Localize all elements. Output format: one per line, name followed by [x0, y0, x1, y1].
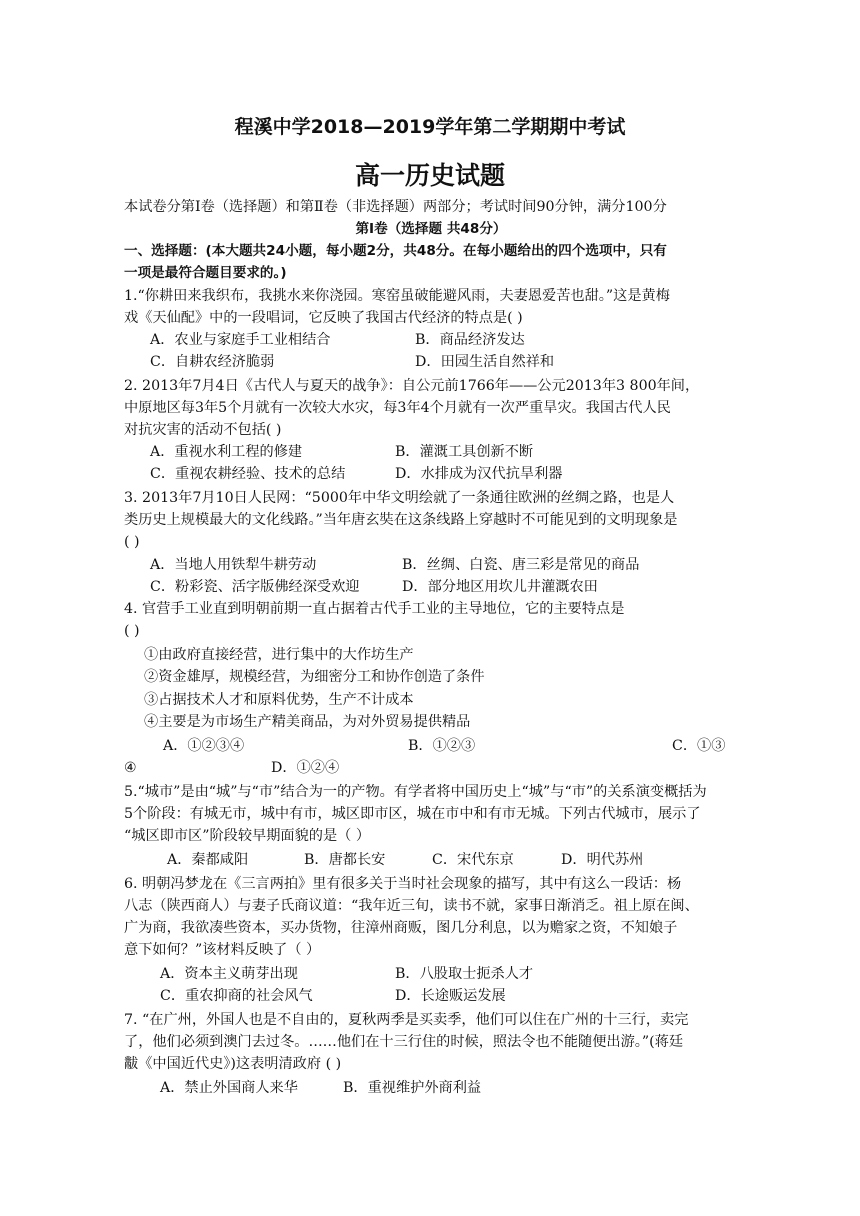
question-4-statement-2: ②资金雄厚，规模经营，为细密分工和协作创造了条件	[144, 669, 485, 685]
question-4-text: ( )	[124, 623, 140, 639]
question-3-option-d: D．部分地区用坎儿井灌溉农田	[402, 579, 598, 595]
question-7-text: 黻《中国近代史》)这表明清政府 ( )	[124, 1056, 342, 1072]
question-5-option-a: A．秦都咸阳	[167, 852, 249, 868]
question-4-option-a: A．①②③④	[163, 738, 245, 754]
question-4-option-b: B．①②③	[408, 738, 476, 754]
question-5-text: “城区即市区”阶段较早期面貌的是（ ）	[124, 828, 371, 844]
question-2-option-a: A．重视水利工程的修建	[150, 444, 303, 460]
question-1-text: 戏《天仙配》中的一段唱词，它反映了我国古代经济的特点是( )	[124, 310, 523, 326]
section-instruction-line1: 一、选择题：(本大题共24小题，每小题2分，共48分。在每小题给出的四个选项中，只有	[124, 243, 667, 259]
question-4-text: 4. 官营手工业直到明朝前期一直占据着古代手工业的主导地位，它的主要特点是	[124, 601, 625, 617]
question-5-option-c: C．宋代东京	[432, 852, 514, 868]
question-4-statement-3: ③占据技术人才和原料优势，生产不计成本	[144, 692, 414, 708]
question-6-text: 广为商，我欲凑些资本，买办货物，往漳州商贩，图几分利息，以为赡家之资，不知娘子	[124, 920, 678, 936]
question-1-option-c: C．自耕农经济脆弱	[150, 354, 275, 370]
question-3-text: 类历史上规模最大的文化线路。”当年唐玄奘在这条线路上穿越时不可能见到的文明现象是	[124, 512, 678, 528]
question-6-text: 意下如何？”该材料反映了（ ）	[124, 942, 321, 958]
question-4-option-c-continued: ④	[124, 760, 137, 776]
question-7-text: 7. “在广州，外国人也是不自由的，夏秋两季是买卖季，他们可以住在广州的十三行，卖完	[124, 1012, 689, 1028]
question-7-option-a: A．禁止外国商人来华	[160, 1080, 298, 1096]
question-6-option-a: A．资本主义萌芽出现	[160, 966, 298, 982]
section-instruction-line2: 一项是最符合题目要求的。)	[124, 265, 287, 281]
question-2-text: 对抗灾害的活动不包括( )	[124, 422, 282, 438]
question-3-text: ( )	[124, 534, 140, 550]
question-3-text: 3. 2013年7月10日人民网：“5000年中华文明绘就了一条通往欧洲的丝绸之路，也是人	[124, 490, 675, 506]
exam-intro: 本试卷分第Ⅰ卷（选择题）和第Ⅱ卷（非选择题）两部分；考试时间90分钟，满分100分	[124, 199, 667, 215]
part-title: 第Ⅰ卷（选择题 共48分）	[355, 221, 507, 237]
question-1-option-d: D．田园生活自然祥和	[415, 354, 555, 370]
question-4-statement-1: ①由政府直接经营，进行集中的大作坊生产	[144, 647, 414, 663]
question-6-option-b: B．八股取士扼杀人才	[395, 966, 534, 982]
question-5-option-d: D．明代苏州	[561, 852, 644, 868]
exam-title: 程溪中学2018—2019学年第二学期期中考试	[234, 116, 626, 138]
question-2-text: 中原地区每3年5个月就有一次较大水灾，每3年4个月就有一次严重旱灾。我国古代人民	[124, 400, 671, 416]
question-6-text: 八志（陕西商人）与妻子氏商议道：“我年近三旬，读书不就，家事日渐消乏。祖上原在闽、	[124, 898, 699, 914]
question-7-option-b: B．重视维护外商利益	[343, 1080, 482, 1096]
question-1-option-b: B．商品经济发达	[415, 332, 525, 348]
question-5-option-b: B．唐都长安	[304, 852, 386, 868]
question-2-text: 2. 2013年7月4日《古代人与夏天的战争》：自公元前1766年——公元2013年3 800年间，	[124, 378, 700, 394]
question-4-option-d: D．①②④	[271, 760, 340, 776]
question-2-option-d: D．水排成为汉代抗旱利器	[395, 466, 563, 482]
question-3-option-c: C．粉彩瓷、活字版佛经深受欢迎	[150, 579, 360, 595]
question-3-option-a: A．当地人用铁犁牛耕劳动	[150, 557, 317, 573]
question-3-option-b: B．丝绸、白瓷、唐三彩是常见的商品	[402, 557, 640, 573]
question-6-text: 6. 明朝冯梦龙在《三言两拍》里有很多关于当时社会现象的描写，其中有这么一段话：杨	[124, 876, 682, 892]
question-5-text: 5个阶段：有城无市，城中有市，城区即市区，城在市中和有市无城。下列古代城市，展示了	[124, 806, 701, 822]
question-7-text: 了，他们必须到澳门去过冬。……他们在十三行住的时候，照法令也不能随便出游。”(蒋廷	[124, 1034, 684, 1050]
question-4-statement-4: ④主要是为市场生产精美商品，为对外贸易提供精品	[144, 714, 471, 730]
question-5-text: 5.“城市”是由“城”与“市”结合为一的产物。有学者将中国历史上“城”与“市”的关系演变概括为	[124, 784, 707, 800]
question-1-option-a: A．农业与家庭手工业相结合	[150, 332, 331, 348]
question-6-option-c: C．重农抑商的社会风气	[160, 988, 313, 1004]
exam-subtitle: 高一历史试题	[354, 161, 505, 190]
question-4-option-c: C．①③	[672, 738, 726, 754]
question-6-option-d: D．长途贩运发展	[395, 988, 506, 1004]
question-2-option-c: C．重视农耕经验、技术的总结	[150, 466, 346, 482]
question-1-text: 1.“你耕田来我织布，我挑水来你浇园。寒窑虽破能避风雨，夫妻恩爱苦也甜。”这是黄梅	[124, 288, 670, 304]
question-2-option-b: B．灌溉工具创新不断	[395, 444, 534, 460]
